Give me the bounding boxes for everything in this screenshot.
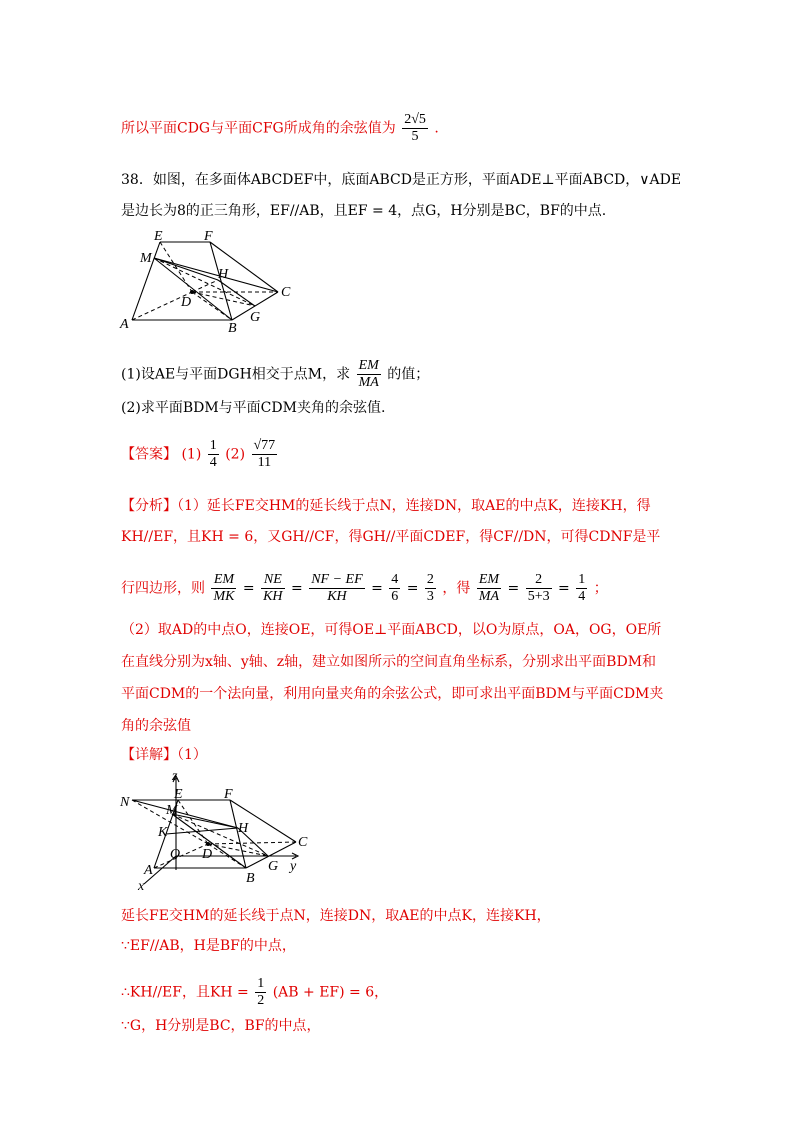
label-E: E (174, 787, 183, 802)
fraction-numerator: 2 (526, 572, 552, 589)
equals-sign: = (242, 580, 255, 597)
equals-sign: = (507, 580, 520, 597)
label-D: D (181, 295, 192, 310)
detail-line-2: ∵EF//AB，H是BF的中点， (121, 938, 296, 954)
analysis-fraction (526, 572, 552, 605)
analysis-line-5: 在直线分别为x轴、y轴、z轴，建立如图所示的空间直角坐标系，分别求出平面BDM和 (121, 654, 657, 670)
analysis-fraction (309, 572, 364, 605)
label-M: M (140, 251, 152, 266)
fraction-numerator: 1 (578, 572, 586, 587)
fraction-numerator: 2 (426, 572, 434, 587)
problem-line-2: 是边长为8的正三角形，EF//AB，且EF = 4，点G，H分别是BC，BF的中点. (121, 203, 607, 219)
label-H: H (238, 821, 249, 836)
question-1-text: (1)设AE与平面DGH相交于点M，求 (121, 366, 351, 383)
label-C: C (298, 835, 308, 850)
label-B: B (228, 321, 237, 334)
question-1 (121, 358, 429, 391)
label-F: F (224, 787, 233, 802)
question-1-suffix: 的值； (387, 366, 430, 383)
conclusion-line (121, 112, 439, 145)
answer-part-1-label: (1) (181, 446, 202, 463)
analysis-line-1 (121, 496, 651, 516)
conclusion-text: 所以平面CDG与平面CFG所成角的余弦值为 (121, 120, 396, 137)
label-G: G (250, 310, 261, 325)
analysis-text-3c: ； (593, 580, 608, 597)
equals-sign: = (291, 580, 303, 597)
detail-tag: 【详解】 (121, 747, 177, 763)
equals-sign: = (406, 580, 419, 597)
fraction-denominator: MA (478, 589, 500, 604)
fraction-denominator: 11 (257, 455, 272, 470)
detail-header (121, 745, 207, 765)
detail-fraction (255, 976, 266, 1009)
label-O: O (170, 847, 181, 862)
answer-line (121, 438, 279, 471)
analysis-fraction (477, 572, 501, 605)
label-B: B (246, 871, 255, 886)
fraction-denominator: MA (358, 375, 379, 390)
fraction-numerator: EM (478, 572, 500, 587)
analysis-line-7: 角的余弦值 (121, 718, 191, 734)
fraction-denominator: KH (327, 589, 347, 604)
detail-text-3: ∴KH//EF，且KH = (121, 984, 249, 1001)
fraction-numerator: NF − EF (311, 572, 363, 587)
detail-part-label: （1） (177, 747, 207, 763)
fraction-numerator: √77 (253, 438, 276, 453)
fraction-denominator: MK (213, 589, 235, 604)
fraction-numerator: 1 (209, 438, 217, 453)
label-M: M (166, 803, 178, 818)
label-A: A (120, 317, 129, 332)
analysis-line-3 (121, 572, 608, 605)
analysis-text-3b: ，得 (442, 580, 471, 597)
polyhedron-figure (118, 228, 298, 334)
label-F: F (204, 229, 213, 244)
label-H: H (218, 267, 229, 282)
analysis-tag: 【分析】 (121, 498, 177, 514)
analysis-fraction (261, 572, 284, 605)
fraction-numerator: 2√5 (404, 112, 426, 127)
label-C: C (281, 285, 291, 300)
label-z: z (172, 770, 178, 784)
label-A: A (144, 863, 153, 878)
fraction-numerator: EM (211, 572, 236, 589)
label-y: y (290, 859, 297, 874)
analysis-text-1: （1）延长FE交HM的延长线于点N，连接DN，取AE的中点K，连接KH，得 (177, 498, 651, 514)
question-2: (2)求平面BDM与平面CDM夹角的余弦值. (121, 400, 386, 416)
label-x: x (138, 879, 145, 892)
fraction-denominator: KH (263, 589, 283, 604)
coordinate-figure (118, 770, 318, 892)
label-D: D (202, 847, 213, 862)
detail-line-4: ∵G，H分别是BC，BF的中点， (121, 1018, 321, 1034)
conclusion-fraction (402, 112, 428, 145)
fraction-numerator: 1 (257, 976, 265, 991)
analysis-fraction (576, 572, 587, 605)
fraction-denominator: 6 (391, 589, 399, 604)
label-K: K (158, 825, 168, 840)
fraction-denominator: 5+3 (527, 589, 550, 604)
analysis-text-3: 行四边形，则 (121, 580, 205, 597)
fraction-denominator: 4 (578, 589, 586, 604)
fraction-denominator: 5 (411, 129, 419, 144)
detail-line-1: 延长FE交HM的延长线于点N，连接DN，取AE的中点K，连接KH， (121, 908, 551, 924)
label-E: E (154, 229, 163, 244)
fraction-denominator: 3 (426, 589, 434, 604)
analysis-line-2: KH//EF，且KH = 6，又GH//CF，得GH//平面CDEF，得CF//DN，可得CDNF是平 (121, 529, 661, 545)
fraction-numerator: 4 (391, 572, 399, 587)
conclusion-period: . (434, 120, 439, 137)
analysis-fraction (211, 572, 236, 605)
analysis-line-6: 平面CDM的一个法向量，利用向量夹角的余弦公式，即可求出平面BDM与平面CDM夹 (121, 686, 664, 702)
analysis-fraction (425, 572, 436, 605)
detail-text-3b: (AB + EF) = 6， (272, 984, 389, 1001)
label-G: G (268, 859, 279, 874)
analysis-line-4: （2）取AD的中点O，连接OE，可得OE⊥平面ABCD，以O为原点，OA，OG，OE所 (121, 622, 662, 638)
answer-1-fraction (208, 438, 219, 471)
fraction-denominator: 2 (257, 993, 265, 1008)
question-1-fraction (357, 358, 381, 391)
fraction-numerator: NE (261, 572, 284, 589)
problem-line-1: 38．如图，在多面体ABCDEF中，底面ABCD是正方形，平面ADE⊥平面ABCD，∨ADE (121, 172, 682, 188)
label-N: N (120, 795, 130, 810)
equals-sign: = (371, 580, 383, 597)
analysis-fraction (389, 572, 400, 605)
answer-tag: 【答案】 (121, 446, 177, 463)
equals-sign: = (558, 580, 570, 597)
fraction-denominator: 4 (209, 455, 217, 470)
detail-line-3 (121, 976, 388, 1009)
answer-part-2-label: (2) (225, 446, 246, 463)
fraction-numerator: EM (358, 358, 379, 373)
answer-2-fraction (252, 438, 278, 471)
